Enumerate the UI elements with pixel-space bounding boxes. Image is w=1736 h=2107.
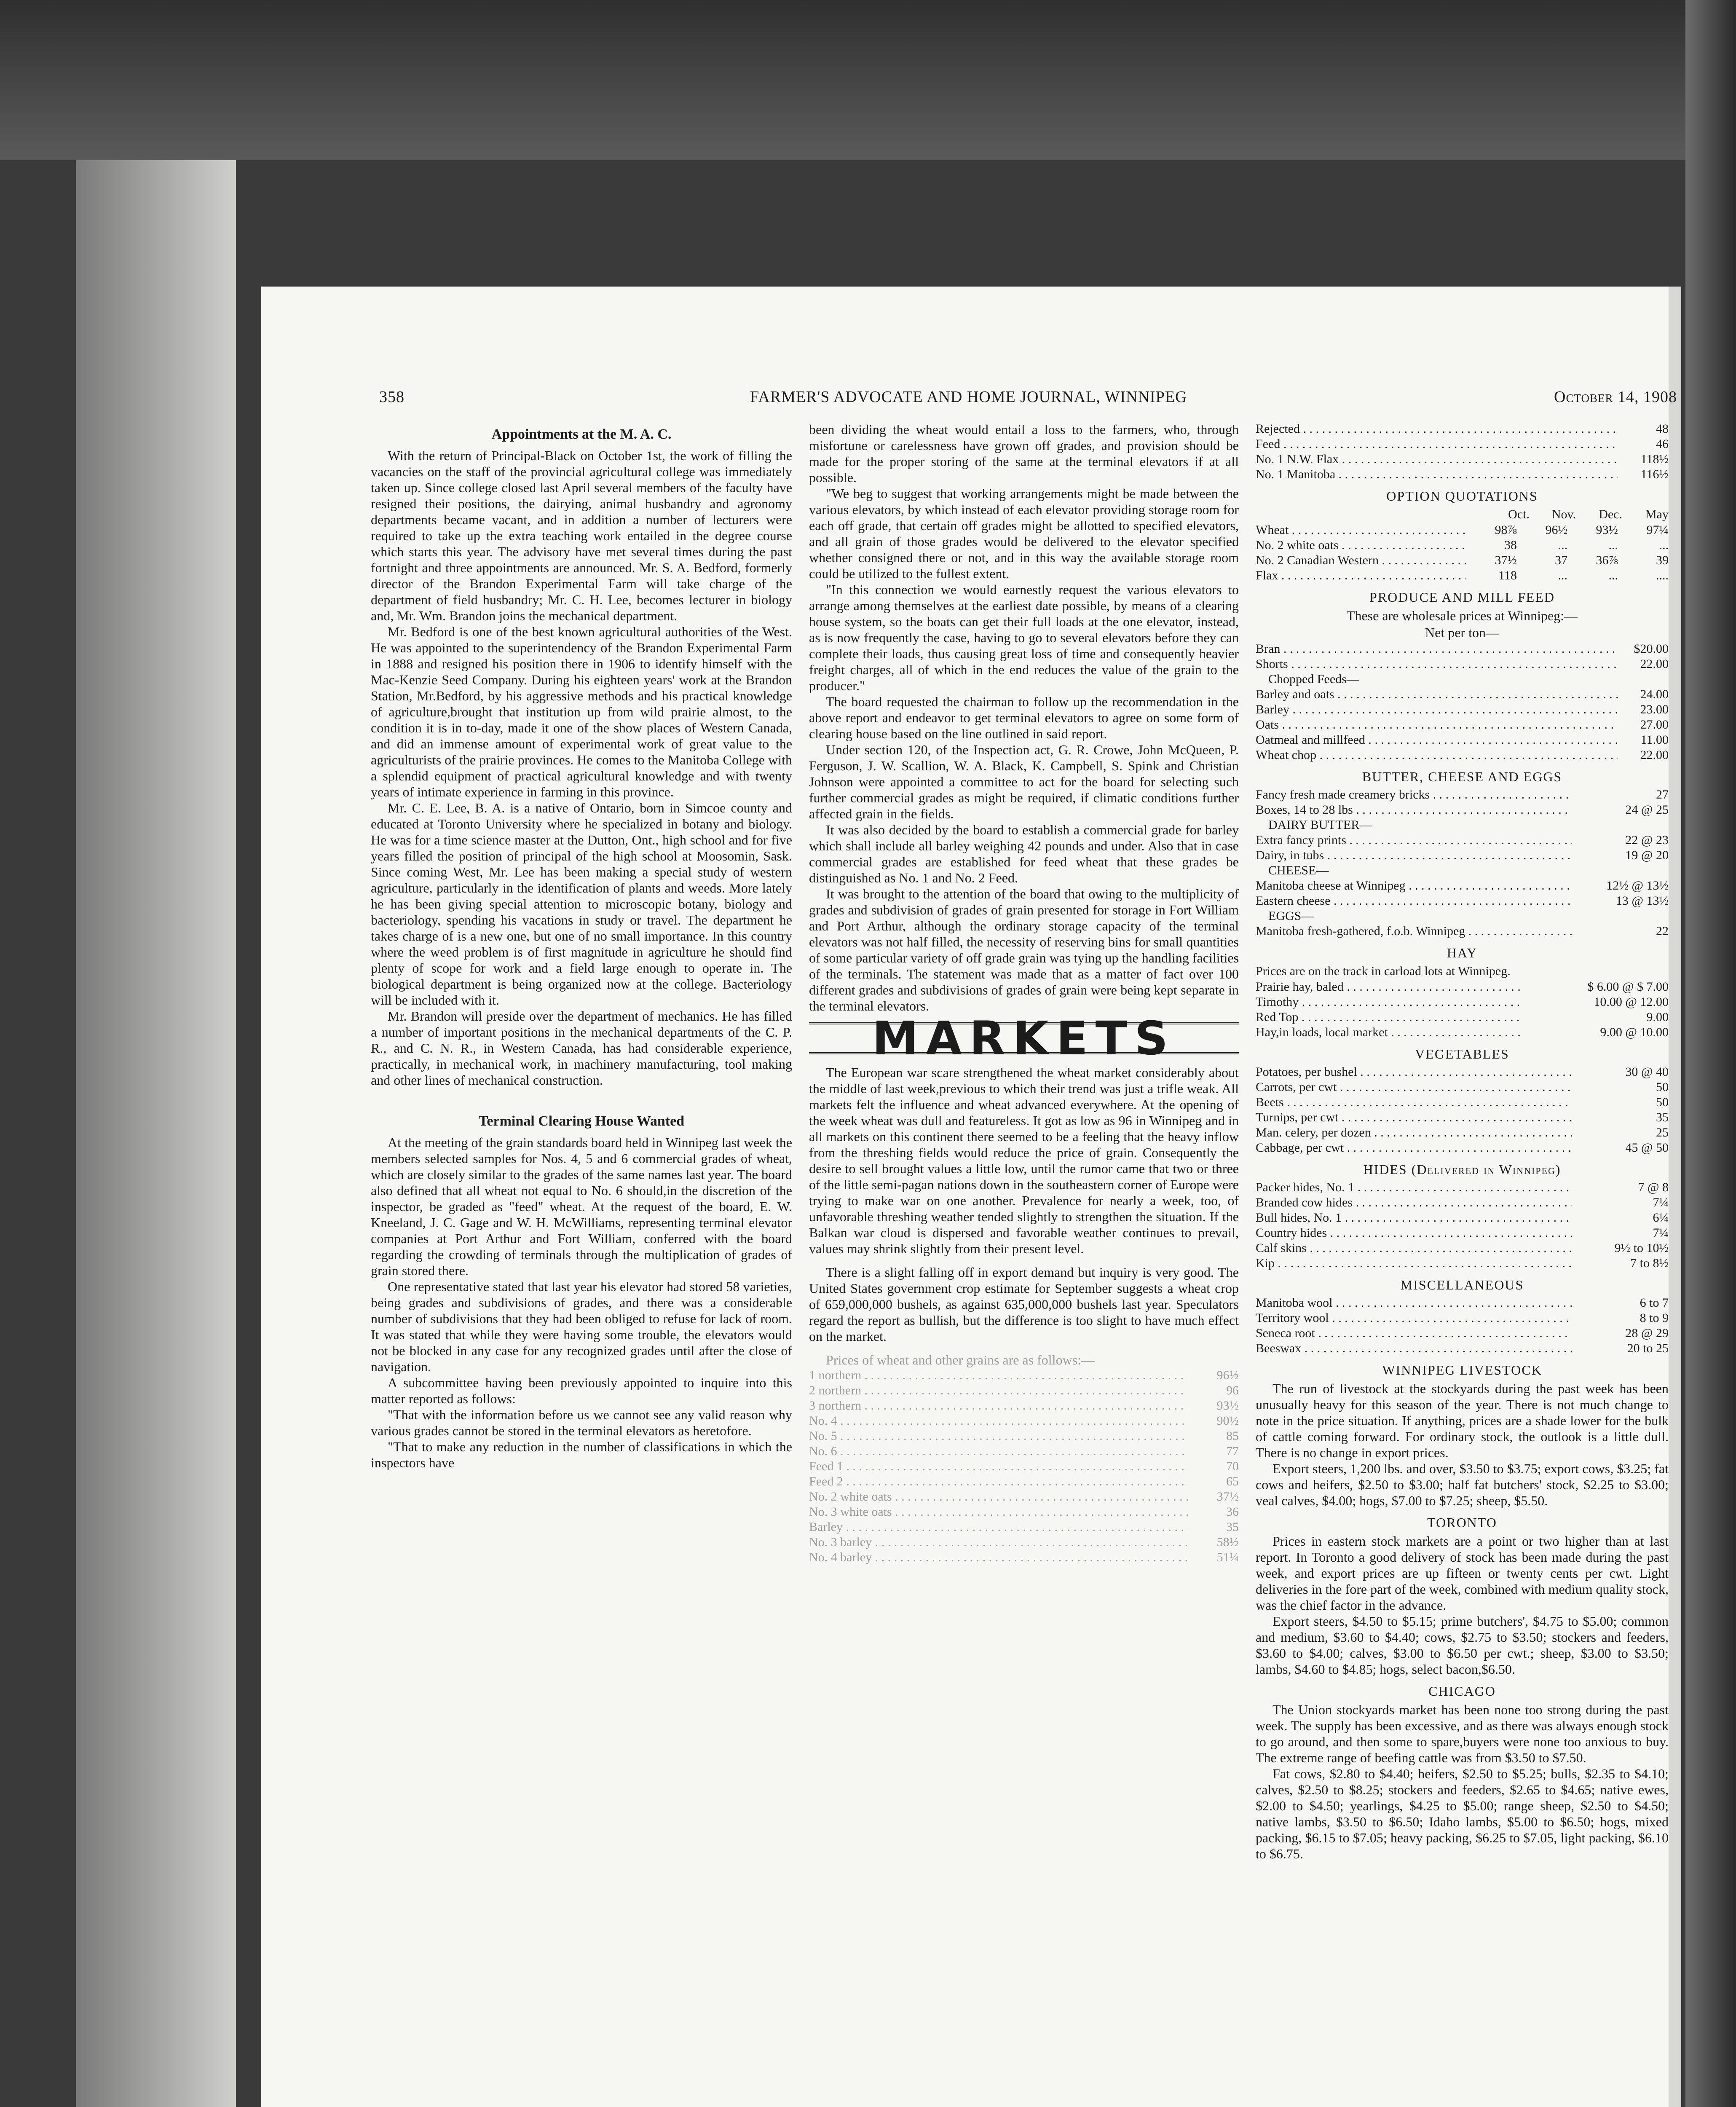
table-row: No. 6 . . . 77 [809, 1444, 1239, 1459]
table-row: Country hides . . . 7¼ [1256, 1225, 1669, 1241]
dairy-butter-subhead: DAIRY BUTTER— [1268, 818, 1372, 832]
page-edge [1669, 287, 1681, 2107]
paragraph: Export steers, 1,200 lbs. and over, $3.50 to $3.75; export cows, $3.25; fat cows and heifers, $2.50 to $3.00; half fat butchers' stock, $2.25 to $3.00; veal calves, $4.00; hogs, $7.00 to $7.25; sheep, $5.50. [1256, 1461, 1669, 1508]
table-row: No. 3 white oats . . . 36 [809, 1504, 1239, 1520]
table-row: Oats . . . 27.00 [1256, 717, 1669, 732]
produce-table [1256, 641, 1669, 763]
option-quotations-table [1256, 523, 1669, 583]
table-row: Fancy fresh made creamery bricks . . . 27 [1256, 787, 1669, 802]
table-row: Feed 2 . . . 65 [809, 1474, 1239, 1489]
article-body-clearing-house [371, 1134, 792, 1471]
table-row: No. 2 white oats . . . 38 ... ... ... [1256, 538, 1669, 553]
article-heading-clearing-house: Terminal Clearing House Wanted [478, 1113, 685, 1129]
table-row: No. 5 . . . 85 [809, 1429, 1239, 1444]
table-row: No. 1 Manitoba . . . 116½ [1256, 467, 1669, 482]
table-row: Rejected . . . 48 [1256, 421, 1669, 437]
table-row: Red Top . . . 9.00 [1256, 1010, 1669, 1025]
table-row: Man. celery, per dozen . . . 25 [1256, 1125, 1669, 1140]
table-row: Turnips, per cwt . . . 35 [1256, 1110, 1669, 1125]
paragraph: "That with the information before us we cannot see any valid reason why various grades cannot be stored in the terminal elevators as heretofore. [371, 1407, 792, 1438]
table-row: No. 4 . . . 90½ [809, 1413, 1239, 1429]
vegetables-title: VEGETABLES [1415, 1046, 1509, 1062]
article-body-appointments [371, 448, 792, 1088]
paragraph: There is a slight falling off in export demand but inquiry is very good. The United States government crop estimate for September suggests a wheat crop of 659,000,000 bushels, as against 635,000,000 bushels last year. Speculators regard the report as bullish, but the difference is too slight to have much effect on the market. [809, 1265, 1239, 1344]
table-row: Hay,in loads, local market . . . 9.00 @ 10.00 [1256, 1025, 1669, 1040]
table-row: Carrots, per cwt . . . 50 [1256, 1080, 1669, 1095]
table-row: Bull hides, No. 1 . . . 6¼ [1256, 1210, 1669, 1225]
paragraph: At the meeting of the grain standards board held in Winnipeg last week the members selected samples for Nos. 4, 5 and 6 commercial grades of wheat, which are closely similar to the grades of the same names last year. The board also defined that all wheat not equal to No. 6 should,in the discretion of the inspector, be graded as "feed" wheat. At the request of the board, E. W. Kneeland, J. C. Gage and W. H. McWilliams, representing terminal elevator companies at Port Arthur and Fort William, conferred with the board regarding the crowding of terminals through the multiplication of grades of grain stored there. [371, 1135, 792, 1278]
running-head [379, 388, 1677, 413]
hay-title: HAY [1447, 945, 1478, 960]
table-row: 2 northern . . . 96 [809, 1383, 1239, 1398]
table-row: No. 1 N.W. Flax . . . 118½ [1256, 452, 1669, 467]
table-row: Potatoes, per bushel . . . 30 @ 40 [1256, 1064, 1669, 1080]
table-row: Flax . . . 118 ... ... .... [1256, 568, 1669, 583]
table-row: Manitoba cheese at Winnipeg . . . 12½ @ 13½ [1256, 878, 1669, 893]
chopped-feeds-subhead: Chopped Feeds— [1268, 672, 1359, 686]
butter-cheese-eggs-title: BUTTER, CHEESE AND EGGS [1362, 769, 1562, 784]
table-row: No. 2 white oats . . . 37½ [809, 1489, 1239, 1504]
table-row: Oatmeal and millfeed . . . 11.00 [1256, 732, 1669, 748]
column-1 [371, 421, 792, 1471]
miscellaneous-title: MISCELLANEOUS [1400, 1277, 1524, 1292]
paragraph: With the return of Principal-Black on October 1st, the work of filling the vacancies on the staff of the provincial agricultural college was immediately taken up. Since college closed last April several members of the faculty have resigned their positions, the dairying, animal husbandry and agronomy departments became vacant, and in addition a number of lecturers were required to take up the extra teaching work entailed in the degree course which starts this year. The advisory have met several times during the past fortnight and three appointments are announced. Mr. S. A. Bedford, formerly director of the Brandon Experimental Farm will take charge of the department of field husbandry; Mr. C. H. Lee, becomes lecturer in biology and, Mr. Wm. Brandon joins the mechanical department. [371, 448, 792, 623]
table-row: Bran . . . $20.00 [1256, 641, 1669, 657]
scan-border-left [76, 160, 236, 2107]
table-row: Barley and oats . . . 24.00 [1256, 687, 1669, 702]
paragraph: been dividing the wheat would entail a loss to the farmers, who, through misfortune or carelessness have grown off grades, and provision should be made for the proper storing of the same at the terminal elevators if at all possible. [809, 422, 1239, 485]
paragraph: "In this connection we would earnestly request the various elevators to arrange among themselves at the earliest date possible, by means of a clearing house system, so the boats can get their full loads at the one elevator, instead, as is now frequently the case, having to go to several elevators before they can complete their loads, thus causing great loss of time and consequently heavier freight charges, all of which in the end reduces the value of the grain to the producer." [809, 582, 1239, 693]
table-row: Seneca root . . . 28 @ 29 [1256, 1326, 1669, 1341]
table-row: Cabbage, per cwt . . . 45 @ 50 [1256, 1140, 1669, 1155]
table-row: Kip . . . 7 to 8½ [1256, 1256, 1669, 1271]
table-row: Barley . . . 23.00 [1256, 702, 1669, 717]
paragraph: Mr. C. E. Lee, B. A. is a native of Ontario, born in Simcoe county and educated at Toronto University where he specialized in botany and biology. He was for a time science master at the Dutton, Ont., high school and for five years filled the position of principal of the high school at Moosomin, Sask. Since coming West, Mr. Lee has been making a special study of western agriculture, particularly in the identification of plants and weeds. More lately he has been giving special attention to microscopic botany, biology and bacteriology, spending his vacations in study or travel. The department he takes charge of is a new one, but one of no small importance. In this country where the weed problem is of first magnitude in agriculture he should find plenty of scope for work and a field large enough to operate in. The biological department is being organized now at the college. Bacteriology will be included with it. [371, 800, 792, 1008]
scan-border-right [1685, 0, 1736, 2107]
page-number: 358 [379, 388, 405, 406]
table-row: No. 4 barley . . . 51¼ [809, 1550, 1239, 1565]
paragraph: The Union stockyards market has been none too strong during the past week. The supply has been excessive, and as there was always enough stock to go around, and then some to spare,buyers were none too anxious to buy. The extreme range of beefing cattle was from $3.50 to $7.50. [1256, 1702, 1669, 1765]
table-row: Feed 1 . . . 70 [809, 1459, 1239, 1474]
table-row: Territory wool . . . 8 to 9 [1256, 1311, 1669, 1326]
column-3 [1256, 421, 1669, 1862]
vegetables-table [1256, 1064, 1669, 1155]
paragraph: Under section 120, of the Inspection act, G. R. Crowe, John McQueen, P. Ferguson, J. W. Scallion, W. A. Black, K. Campbell, S. Spink and Christian Johnson were appointed a committee to act for the board for selecting such further commercial grades as might be required, if climatic conditions further affected grain in the fields. [809, 742, 1239, 821]
hay-table [1256, 979, 1669, 1040]
table-row: Wheat . . . 98⅞ 96½ 93½ 97¼ [1256, 523, 1669, 538]
markets-banner: MARKETS [809, 1022, 1239, 1054]
paragraph: "We beg to suggest that working arrangements might be made between the various elevators, by which instead of each elevator providing storage room for each off grade, that certain off grades might be allotted to specified elevators, and all grain of those grades would be delivered to the elevator specified whether consigned there or not, and in this way the available storage room could be utilized to the fullest extent. [809, 486, 1239, 581]
column-2 [809, 421, 1239, 1565]
table-row: 3 northern . . . 93½ [809, 1398, 1239, 1413]
paragraph: The European war scare strengthened the wheat market considerably about the middle of last week,previous to which their trend was just a trifle weak. All markets felt the influence and wheat advanced everywhere. At the opening of the week wheat was dull and featureless. It got as low as 96 in Winnipeg and in all markets on this continent there seemed to be a feeling that the heavy inflow from the threshing fields would reduce the price of grain. Consequently the desire to sell brought values a little low, until the rumor came that two or three of the little semi-pagan nations down in the southeastern corner of Europe were trying to make war on one another. Prevalence for nearly a week, too, of unfavorable threshing weather tended slightly to strengthen the situation. If the Balkan war cloud is dispersed and favorable weather continues to prevail, values may shrink slightly from their present level. [809, 1065, 1239, 1256]
table-row: Manitoba fresh-gathered, f.o.b. Winnipeg . . . 22 [1256, 924, 1669, 939]
paragraph: Fat cows, $2.80 to $4.40; heifers, $2.50 to $5.25; bulls, $2.35 to $4.10; calves, $2.50 to $8.25; stockers and feeders, $2.65 to $4.65; native ewes, $2.00 to $4.50; yearlings, $4.25 to $5.00; range sheep, $2.50 to $4.50; native lambs, $3.50 to $6.50; Idaho lambs, $5.00 to $6.50; hogs, mixed packing, $6.15 to $7.05; heavy packing, $6.25 to $7.05, light packing, $6.10 to $6.75. [1256, 1766, 1669, 1861]
table-row: Calf skins . . . 9½ to 10½ [1256, 1241, 1669, 1256]
paragraph: Prices in eastern stock markets are a point or two higher than at last report. In Toronto a good delivery of stock has been made during the past week, and export prices are up fifteen or twenty cents per cwt. Light deliveries in the fore part of the week, combined with medium quality stock, was the chief factor in the advance. [1256, 1533, 1669, 1613]
grain-top-table [1256, 421, 1669, 482]
table-row: Timothy . . . 10.00 @ 12.00 [1256, 995, 1669, 1010]
table-row: Branded cow hides . . . 7¼ [1256, 1195, 1669, 1210]
table-row: No. 3 barley . . . 58½ [809, 1535, 1239, 1550]
table-row: Feed . . . 46 [1256, 437, 1669, 452]
issue-date: October 14, 1908 [1554, 388, 1677, 406]
table-row: No. 2 Canadian Western . . . 37½ 37 36⅞ 39 [1256, 553, 1669, 568]
table-row: Dairy, in tubs . . . 19 @ 20 [1256, 848, 1669, 863]
table-row: Beets . . . 50 [1256, 1095, 1669, 1110]
paragraph: The run of livestock at the stockyards during the past week has been unusually heavy for this season of the year. There is not much change to note in the price situation. If anything, prices are a shade lower for the bulk of cattle coming forward. For ordinary stock, the outlook is a little dull. There is no change in export prices. [1256, 1381, 1669, 1460]
hides-title: HIDES (Delivered in Winnipeg) [1363, 1162, 1561, 1177]
scan-border-top [0, 0, 1736, 160]
table-row: Packer hides, No. 1 . . . 7 @ 8 [1256, 1180, 1669, 1195]
option-months-header: Oct. Nov. Dec. May [1508, 507, 1669, 521]
paragraph: Mr. Brandon will preside over the department of mechanics. He has filled a number of important positions in the mechanical departments of the C. P. R., and C. N. R., in Western Canada, has had considerable experience, practically, in mechanical work, in machinery manufacturing, tool making and other lines of mechanical construction. [371, 1008, 792, 1088]
paragraph: It was brought to the attention of the board that owing to the multiplicity of grades and subdivision of grades of grain presented for storage in Fort William and Port Arthur, although the ordinary storage capacity of the terminal elevators was not half filled, the necessity of reserving bins for small quantities of some particular variety of off grade grain was tying up the handling facilities of the terminals. The statement was made that as a matter of fact over 100 different grades and subdivisions of grades of grain were being kept separate in the terminal elevators. [809, 886, 1239, 1013]
grain-price-table [809, 1368, 1239, 1565]
table-row: Barley . . . 35 [809, 1520, 1239, 1535]
miscellaneous-table [1256, 1295, 1669, 1356]
paragraph: The board requested the chairman to follow up the recommendation in the above report and endeavor to get terminal elevators to agree on some form of clearing house based on the line outlined in said report. [809, 694, 1239, 741]
toronto-title: TORONTO [1427, 1515, 1497, 1530]
winnipeg-livestock-title: WINNIPEG LIVESTOCK [1382, 1362, 1542, 1378]
table-row: Manitoba wool . . . 6 to 7 [1256, 1295, 1669, 1311]
table-row: Extra fancy prints . . . 22 @ 23 [1256, 833, 1669, 848]
table-row: Wheat chop . . . 22.00 [1256, 748, 1669, 763]
newspaper-page [261, 287, 1677, 2107]
paragraph: Mr. Bedford is one of the best known agricultural authorities of the West. He was appointed to the superintendency of the Brandon Experimental Farm in 1888 and resigned his position there in 1906 to identify himself with the Mac-Kenzie Seed Company. During his eighteen years' work at the Brandon Station, Mr.Bedford, by his aggressive methods and his practical knowledge of agriculture,brought that institution up from wild prairie almost, to the condition it is in to-day, made it one of the show places of Western Canada, and did an immense amount of experimental work of great value to the agriculturists of the prairie provinces. He comes to the Manitoba College with a splendid equipment of practical agricultural knowledge and with twenty years of intimate experience in farming in this province. [371, 624, 792, 799]
produce-note: These are wholesale prices at Winnipeg:— [1346, 608, 1578, 623]
table-row: Shorts . . . 22.00 [1256, 657, 1669, 672]
paragraph: It was also decided by the board to establish a commercial grade for barley which shall include all barley weighing 42 pounds and under. Also that in case commercial grades are established for feed wheat that these grades be distinguished as No. 1 and No. 2 Feed. [809, 822, 1239, 885]
butter-cheese-eggs-table [1256, 787, 1669, 939]
table-row: Boxes, 14 to 28 lbs . . . 24 @ 25 [1256, 802, 1669, 818]
paragraph: A subcommittee having been previously appointed to inquire into this matter reported as follows: [371, 1375, 792, 1406]
cheese-subhead: CHEESE— [1268, 863, 1329, 877]
hay-note: Prices are on the track in carload lots at Winnipeg. [1256, 964, 1511, 978]
paragraph: Export steers, $4.50 to $5.15; prime butchers', $4.75 to $5.00; common and medium, $3.60 to $4.40; cows, $2.75 to $3.50; stockers and feeders, $3.60 to $4.00; calves, $3.00 to $6.50 per cwt.; sheep, $3.00 to $3.50; lambs, $4.60 to $4.85; hogs, select bacon,$6.50. [1256, 1614, 1669, 1677]
chicago-title: CHICAGO [1428, 1683, 1496, 1699]
article-heading-appointments: Appointments at the M. A. C. [491, 426, 672, 442]
table-row: Beeswax . . . 20 to 25 [1256, 1341, 1669, 1356]
produce-title: PRODUCE AND MILL FEED [1369, 590, 1555, 605]
eggs-subhead: EGGS— [1268, 909, 1314, 923]
paragraph: One representative stated that last year his elevator had stored 58 varieties, being grades and subdivisions of grades, and there was a considerable number of subdivisions that they had been obliged to refuse for lack of room. It was stated that while they were having some trouble, the elevators would not be blocked in any case for any recognized grades until after the close of navigation. [371, 1279, 792, 1374]
hides-table [1256, 1180, 1669, 1271]
table-row: Eastern cheese . . . 13 @ 13½ [1256, 893, 1669, 909]
option-quotations-title: OPTION QUOTATIONS [1386, 488, 1538, 504]
publication-title: FARMER'S ADVOCATE AND HOME JOURNAL, WINNIPEG [750, 388, 1187, 406]
paragraph: Prices of wheat and other grains are as follows:— [826, 1352, 1095, 1367]
paragraph: "That to make any reduction in the number of classifications in which the inspectors have [371, 1439, 792, 1470]
produce-unit-note: Net per ton— [1425, 625, 1499, 640]
table-row: 1 northern . . . 96½ [809, 1368, 1239, 1383]
table-row: Prairie hay, baled . . . $ 6.00 @ $ 7.00 [1256, 979, 1669, 995]
